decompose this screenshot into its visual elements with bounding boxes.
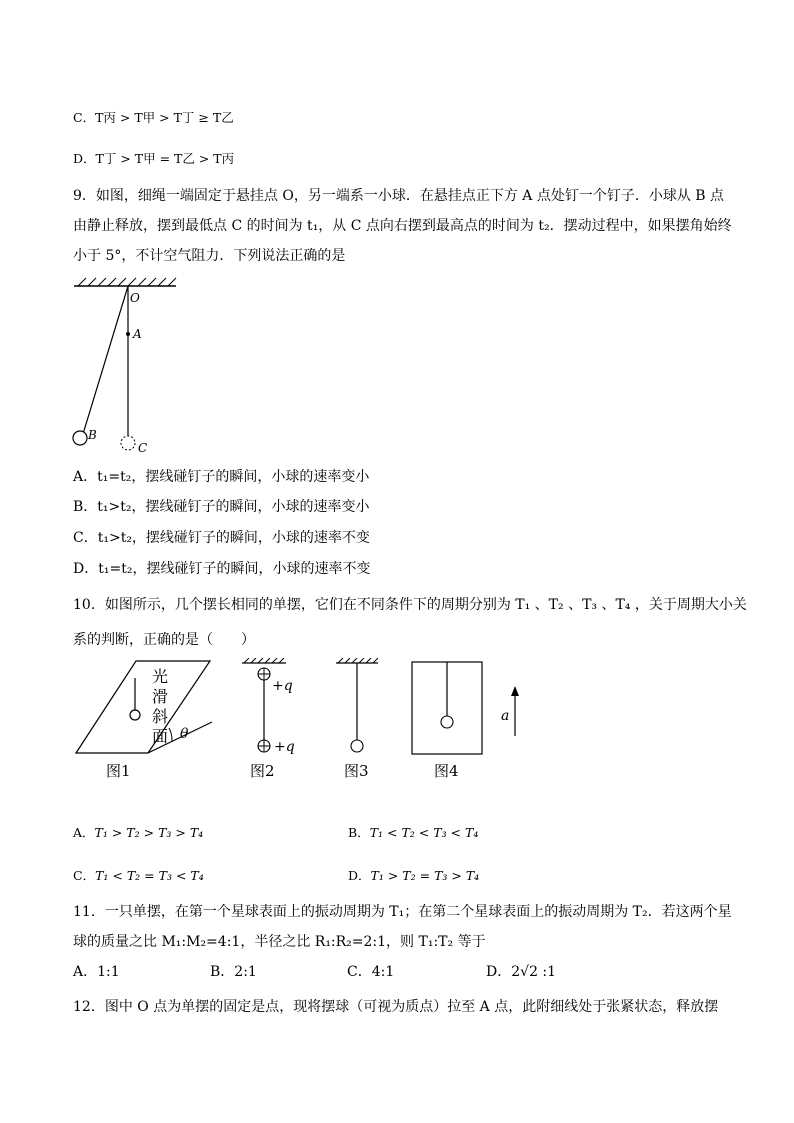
- q9-option-c: C．t₁>t₂，摆线碰钉子的瞬间，小球的速率不变: [73, 530, 370, 546]
- angle-theta: θ: [180, 726, 189, 742]
- q10-option-a: A．T₁ > T₂ > T₃ > T₄: [73, 825, 204, 840]
- q10-figure-2: [240, 658, 310, 783]
- q11-option-b: B．2:1: [210, 964, 257, 980]
- slope-char-2: 滑: [152, 687, 169, 706]
- q8-option-c-expr: T丙 > T甲 > T丁 ≥ T乙: [95, 110, 234, 125]
- accel-label: a: [501, 708, 510, 724]
- label-o: O: [130, 291, 140, 305]
- q10-stem-line1: 10．如图所示，几个摆长相同的单摆，它们在不同条件下的周期分别为 T₁ 、T₂ 、T₃ 、T₄ ，关于周期大小关: [73, 597, 747, 613]
- q11-option-a: A．1:1: [73, 964, 120, 980]
- q9-stem-line2: 由静止释放，摆到最低点 C 的时间为 t₁，从 C 点向右摆到最高点的时间为 t₂．摆动过程中，如果摆角始终: [73, 218, 732, 234]
- q9-option-d: D．t₁=t₂，摆线碰钉子的瞬间，小球的速率不变: [73, 561, 371, 577]
- q9-stem-line3: 小于 5°，不计空气阻力．下列说法正确的是: [73, 248, 346, 264]
- q9-option-b: B．t₁>t₂，摆线碰钉子的瞬间，小球的速率变小: [73, 499, 370, 515]
- caption-fig4: 图4: [434, 762, 459, 780]
- q8-option-d: D．T丁 > T甲 = T乙 > T丙: [73, 151, 235, 166]
- q9-option-a: A．t₁=t₂，摆线碰钉子的瞬间，小球的速率变小: [73, 469, 370, 485]
- q11-option-c: C．4:1: [347, 964, 395, 980]
- q10-figure-3: [334, 658, 394, 783]
- caption-fig1: 图1: [106, 762, 131, 780]
- q10-option-c: C．T₁ < T₂ = T₃ < T₄: [73, 868, 204, 883]
- q9-stem-line1: 9．如图，细绳一端固定于悬挂点 O，另一端系一小球．在悬挂点正下方 A 点处钉一个钉子．小球从 B 点: [73, 188, 725, 204]
- q10-stem-line2: 系的判断，正确的是（ ）: [73, 632, 255, 648]
- q8-option-d-expr: T丁 > T甲 = T乙 > T丙: [95, 151, 235, 166]
- q10-option-b: B．T₁ < T₂ < T₃ < T₄: [348, 825, 479, 840]
- caption-fig2: 图2: [250, 762, 275, 780]
- charge-top: +q: [272, 678, 293, 694]
- q10-figure-1: [74, 658, 219, 783]
- q11-stem-line1: 11．一只单摆，在第一个星球表面上的振动周期为 T₁；在第二个星球表面上的振动周期为 T₂．若这两个星: [73, 904, 732, 920]
- q10-option-d: D．T₁ > T₂ = T₃ > T₄: [348, 868, 480, 883]
- label-a: A: [133, 327, 142, 341]
- q12-stem-line1: 12．图中 O 点为单摆的固定是点，现将摆球（可视为质点）拉至 A 点，此附细线处于张紧状态，释放摆: [73, 999, 719, 1015]
- q11-stem-line2: 球的质量之比 M₁:M₂=4:1，半径之比 R₁:R₂=2:1，则 T₁:T₂ 等于: [73, 934, 486, 950]
- caption-fig3: 图3: [344, 762, 369, 780]
- charge-bottom: +q: [274, 739, 295, 755]
- q10-figure-4: [410, 658, 530, 783]
- slope-char-4: 面: [152, 727, 169, 746]
- q11-option-d: D．2√2 :1: [486, 964, 557, 980]
- q9-pendulum-figure: [66, 276, 186, 456]
- q8-option-c: C．T丙 > T甲 > T丁 ≥ T乙: [73, 110, 234, 125]
- label-b: B: [88, 428, 97, 442]
- label-c: C: [138, 441, 148, 455]
- slope-char-3: 斜: [152, 707, 169, 726]
- slope-char-1: 光: [152, 667, 169, 686]
